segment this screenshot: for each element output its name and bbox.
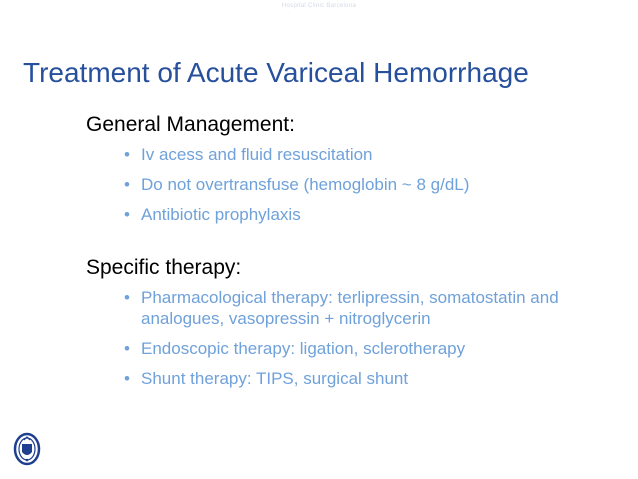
specific-therapy-heading: Specific therapy:	[86, 256, 242, 279]
list-item-text: Endoscopic therapy: ligation, sclerotherapy	[141, 339, 466, 358]
specific-therapy-section	[86, 255, 571, 398]
bullet-icon: •	[124, 205, 130, 224]
list-item-text: Pharmacological therapy: terlipressin, somatostatin and analogues, vasopressin + nitroglycerin	[141, 288, 559, 328]
bullet-icon: •	[124, 288, 130, 307]
list-item-text: Shunt therapy: TIPS, surgical shunt	[141, 369, 409, 388]
list-item	[86, 174, 469, 195]
bullet-icon: •	[124, 175, 130, 194]
bullet-icon: •	[124, 145, 130, 164]
general-management-heading: General Management:	[86, 113, 295, 136]
bullet-icon: •	[124, 369, 130, 388]
list-item-text: Iv acess and fluid resuscitation	[141, 145, 373, 164]
list-item-text: Antibiotic prophylaxis	[141, 205, 301, 224]
list-item	[86, 144, 469, 165]
bullet-icon: •	[124, 339, 130, 358]
list-item-text: Do not overtransfuse (hemoglobin ~ 8 g/dL)	[141, 175, 470, 194]
institution-crest-icon	[13, 432, 41, 466]
slide-title: Treatment of Acute Variceal Hemorrhage	[23, 57, 529, 88]
list-item	[86, 204, 469, 225]
specific-therapy-list	[86, 287, 571, 389]
general-management-section	[86, 112, 469, 234]
watermark-text: Hospital Clinic Barcelona	[281, 3, 357, 9]
list-item	[86, 287, 571, 329]
list-item	[86, 338, 571, 359]
general-management-list	[86, 144, 469, 225]
list-item	[86, 368, 571, 389]
